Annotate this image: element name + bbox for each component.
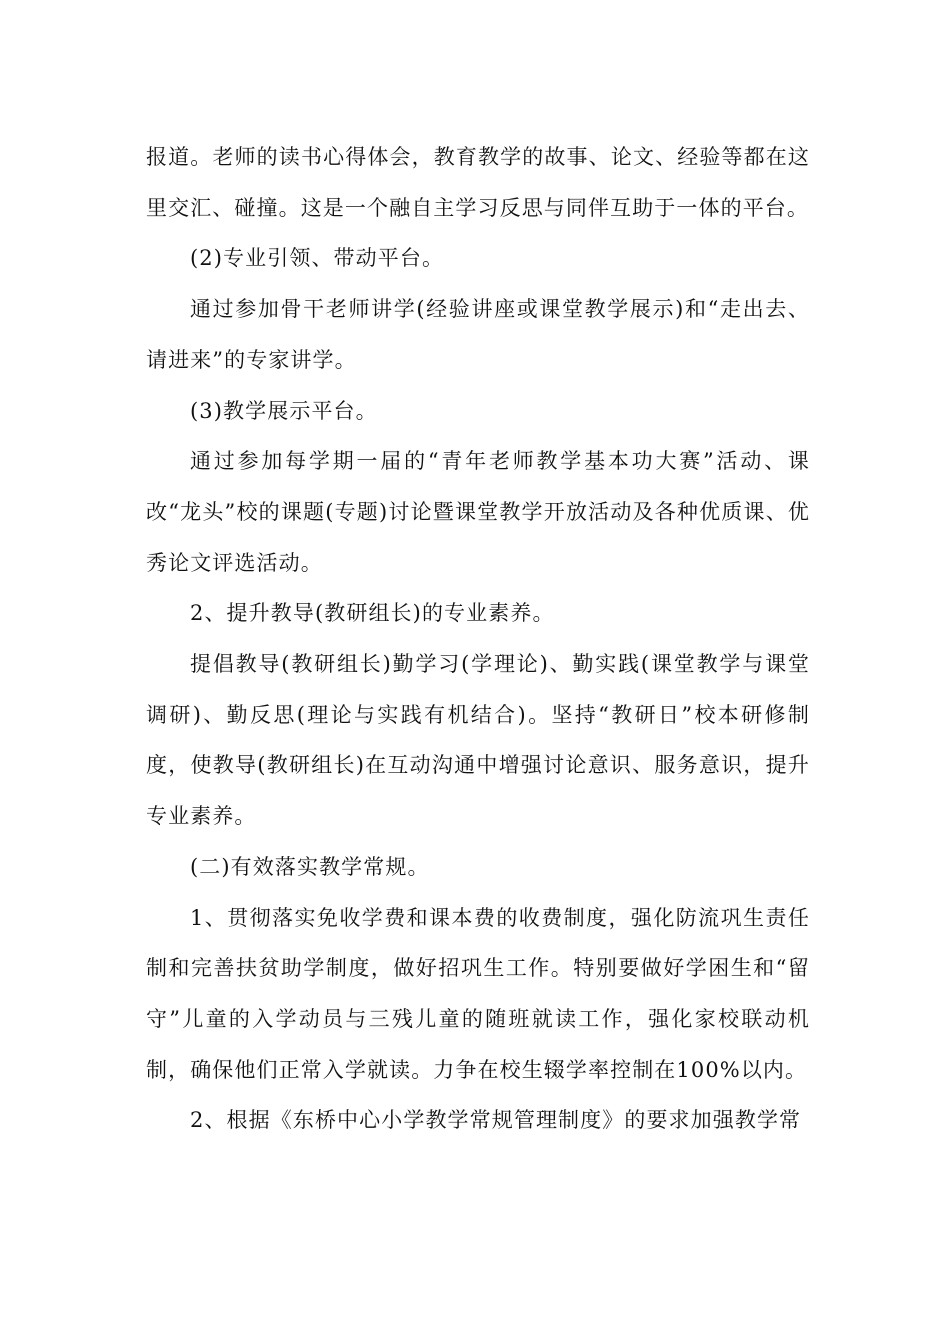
paragraph: 通过参加每学期一届的“青年老师教学基本功大赛”活动、课改“龙头”校的课题(专题)讨论暨课堂教学开放活动及各种优质课、优秀论文评选活动。 — [146, 449, 810, 575]
paragraph: (3)教学展示平台。 — [190, 398, 378, 423]
paragraph: 报道。老师的读书心得体会，教育教学的故事、论文、经验等都在这里交汇、碰撞。这是一个融自主学习反思与同伴互助于一体的平台。 — [146, 145, 810, 220]
paragraph: (二)有效落实教学常规。 — [190, 854, 430, 879]
paragraph: 2、根据《东桥中心小学教学常规管理制度》的要求加强教学常 — [190, 1108, 802, 1133]
paragraph: 提倡教导(教研组长)勤学习(学理论)、勤实践(课堂教学与课堂调研)、勤反思(理论与实践有机结合)。坚持“教研日”校本研修制度，使教导(教研组长)在互动沟通中增强讨论意识、服务意识，提升专业素养。 — [146, 652, 810, 829]
paragraph: 2、提升教导(教研组长)的专业素养。 — [190, 601, 555, 626]
document-body — [146, 132, 810, 1146]
paragraph: 通过参加骨干老师讲学(经验讲座或课堂教学展示)和“走出去、请进来”的专家讲学。 — [146, 297, 810, 372]
paragraph: (2)专业引领、带动平台。 — [190, 246, 445, 271]
paragraph: 1、贯彻落实免收学费和课本费的收费制度，强化防流巩生责任制和完善扶贫助学制度，做好招巩生工作。特别要做好学困生和“留守”儿童的入学动员与三残儿童的随班就读工作，强化家校联动机制，确保他们正常入学就读。力争在校生辍学率控制在100%以内。 — [146, 905, 810, 1082]
